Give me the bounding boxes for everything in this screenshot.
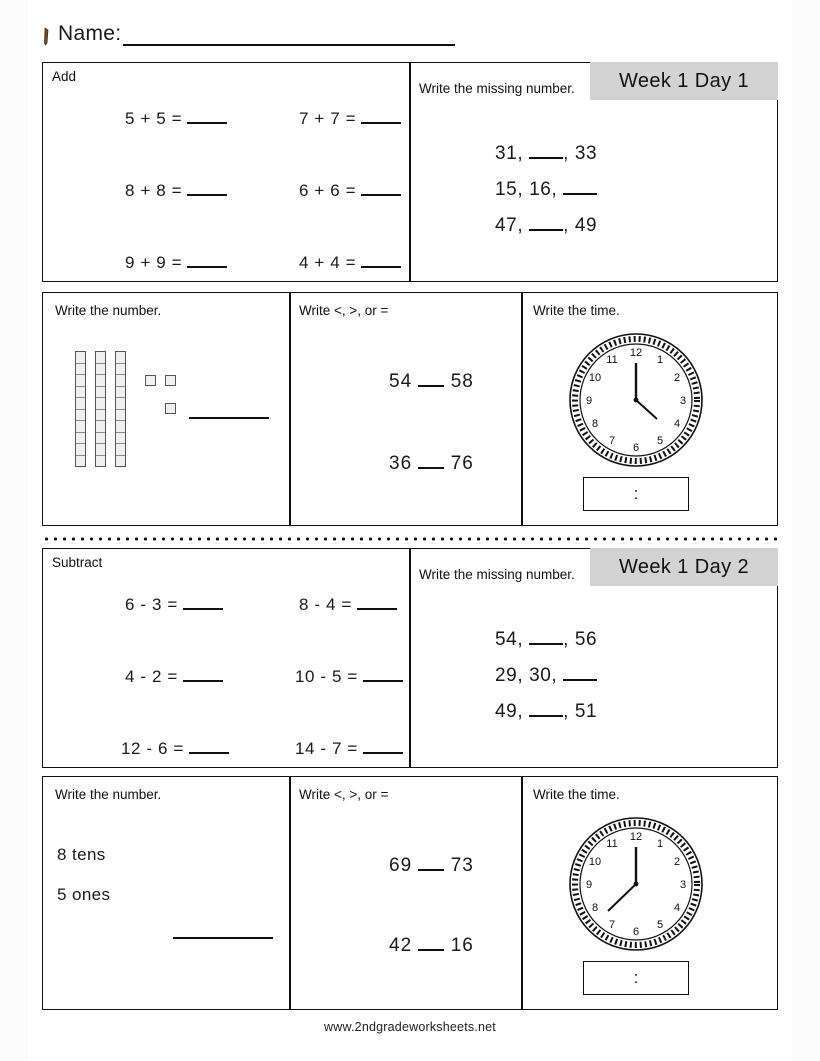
day1-time-title: Write the time. <box>533 303 620 318</box>
answer-blank[interactable] <box>361 253 401 268</box>
svg-text:12: 12 <box>629 347 643 359</box>
svg-text:5: 5 <box>656 435 664 447</box>
day1-tag: Week 1 Day 1 <box>590 62 778 100</box>
answer-blank[interactable] <box>563 667 597 681</box>
day1-clock <box>567 331 705 474</box>
day1-add-problem-2: 7 + 7 = <box>299 109 401 129</box>
answer-blank[interactable] <box>363 667 403 682</box>
day2-time-answer-box[interactable]: : <box>583 961 689 995</box>
svg-text:10: 10 <box>588 372 602 384</box>
svg-text:1: 1 <box>656 354 664 366</box>
section-divider <box>42 537 778 541</box>
day2-missing-row-2: 29, 30, <box>495 665 597 687</box>
svg-text:6: 6 <box>632 926 640 938</box>
day2-write-number-title: Write the number. <box>55 787 162 802</box>
svg-text:8: 8 <box>591 902 599 914</box>
day1-compare-title: Write <, >, or = <box>299 303 389 318</box>
day2-subtract-problem-4: 10 - 5 = <box>295 667 403 687</box>
svg-text:7: 7 <box>608 435 616 447</box>
answer-blank[interactable] <box>357 595 397 610</box>
day2-compare-title: Write <, >, or = <box>299 787 389 802</box>
answer-blank[interactable] <box>418 937 444 951</box>
day2-bottom-divider-2 <box>521 777 523 1009</box>
day1-bottom-divider-2 <box>521 293 523 525</box>
answer-blank[interactable] <box>183 667 223 682</box>
svg-text:2: 2 <box>673 856 681 868</box>
svg-text:2: 2 <box>673 372 681 384</box>
answer-blank[interactable] <box>363 739 403 754</box>
svg-text:8: 8 <box>591 418 599 430</box>
day2-compare-row-2: 42 16 <box>389 935 474 956</box>
svg-text:4: 4 <box>673 418 681 430</box>
day1-top-divider <box>409 63 411 281</box>
day1-write-number-title: Write the number. <box>55 303 162 318</box>
day2-tens-label: 8 tens <box>57 845 106 864</box>
pencil-icon <box>42 26 56 46</box>
day1-bottom-panel <box>42 292 778 526</box>
name-input-line[interactable] <box>123 25 455 46</box>
day1-add-problem-5: 9 + 9 = <box>125 253 227 273</box>
day2-missing-row-1: 54, , 56 <box>495 629 598 650</box>
day2-ones-label: 5 ones <box>57 885 111 904</box>
svg-text:4: 4 <box>673 902 681 914</box>
answer-blank[interactable] <box>418 857 444 871</box>
day2-subtract-problem-3: 4 - 2 = <box>125 667 223 687</box>
day2-bottom-panel <box>42 776 778 1010</box>
day2-missing-title: Write the missing number. <box>419 567 575 582</box>
day1-add-problem-3: 8 + 8 = <box>125 181 227 201</box>
day1-missing-row-2: 15, 16, <box>495 179 597 201</box>
svg-text:6: 6 <box>632 442 640 454</box>
day1-compare-row-2: 36 76 <box>389 453 474 474</box>
svg-text:9: 9 <box>585 395 593 407</box>
day2-bottom-divider-1 <box>289 777 291 1009</box>
answer-blank[interactable] <box>361 109 401 124</box>
svg-text:1: 1 <box>656 838 664 850</box>
day2-subtract-problem-5: 12 - 6 = <box>121 739 229 759</box>
answer-blank[interactable] <box>418 455 444 469</box>
answer-blank[interactable] <box>529 217 563 231</box>
svg-text:10: 10 <box>588 856 602 868</box>
day1-add-title: Add <box>52 69 77 84</box>
day2-time-title: Write the time. <box>533 787 620 802</box>
day1-missing-title: Write the missing number. <box>419 81 575 96</box>
day1-bottom-divider-1 <box>289 293 291 525</box>
day1-write-number-answer-line[interactable] <box>189 417 269 419</box>
day2-subtract-problem-1: 6 - 3 = <box>125 595 223 615</box>
worksheet-sheet <box>28 0 792 1061</box>
day1-missing-row-1: 31, , 33 <box>495 143 598 164</box>
footer-url: www.2ndgradeworksheets.net <box>324 1020 496 1034</box>
day2-subtract-title: Subtract <box>52 555 103 570</box>
answer-blank[interactable] <box>418 373 444 387</box>
day1-add-problem-6: 4 + 4 = <box>299 253 401 273</box>
answer-blank[interactable] <box>529 631 563 645</box>
day1-missing-row-3: 47, , 49 <box>495 215 598 236</box>
answer-blank[interactable] <box>529 703 563 717</box>
svg-text:9: 9 <box>585 879 593 891</box>
name-label: Name: <box>58 22 122 45</box>
day2-compare-row-1: 69 73 <box>389 855 474 876</box>
svg-text:5: 5 <box>656 919 664 931</box>
svg-text:12: 12 <box>629 831 643 843</box>
day2-subtract-problem-6: 14 - 7 = <box>295 739 403 759</box>
name-row <box>42 22 455 46</box>
day1-compare-row-1: 54 58 <box>389 371 474 392</box>
answer-blank[interactable] <box>183 595 223 610</box>
day2-top-divider <box>409 549 411 767</box>
day2-clock <box>567 815 705 958</box>
day2-missing-row-3: 49, , 51 <box>495 701 598 722</box>
answer-blank[interactable] <box>529 145 563 159</box>
svg-text:11: 11 <box>606 838 618 850</box>
answer-blank[interactable] <box>563 181 597 195</box>
day1-time-answer-box[interactable]: : <box>583 477 689 511</box>
svg-text:7: 7 <box>608 919 616 931</box>
day2-tag: Week 1 Day 2 <box>590 548 778 586</box>
svg-text:3: 3 <box>679 879 687 891</box>
day1-add-problem-1: 5 + 5 = <box>125 109 227 129</box>
day1-add-problem-4: 6 + 6 = <box>299 181 401 201</box>
svg-text:11: 11 <box>606 354 618 366</box>
answer-blank[interactable] <box>189 739 229 754</box>
answer-blank[interactable] <box>187 253 227 268</box>
day2-subtract-problem-2: 8 - 4 = <box>299 595 397 615</box>
answer-blank[interactable] <box>187 109 227 124</box>
svg-text:3: 3 <box>679 395 687 407</box>
day2-write-number-answer-line[interactable] <box>173 937 273 939</box>
answer-blank[interactable] <box>361 181 401 196</box>
answer-blank[interactable] <box>187 181 227 196</box>
